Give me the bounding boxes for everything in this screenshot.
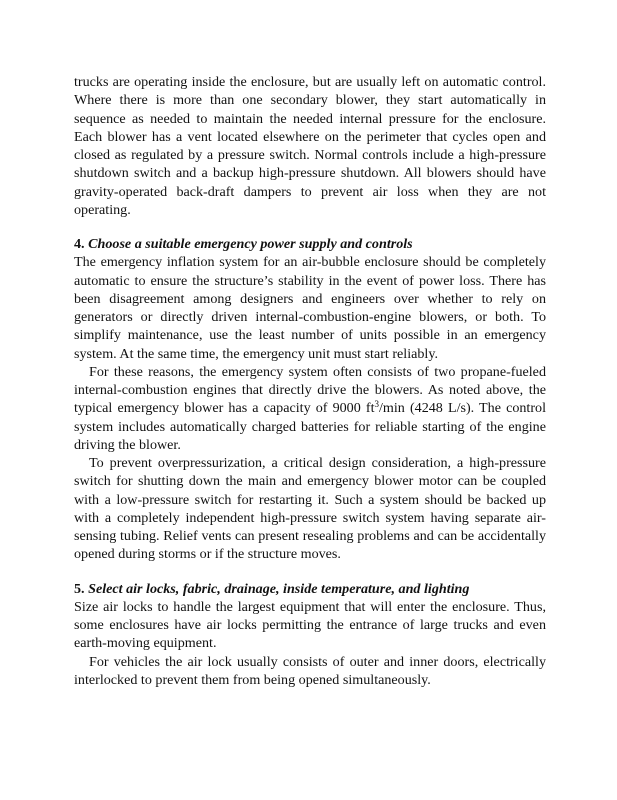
section-4-paragraph-2 (74, 363, 546, 454)
section-5-paragraph-1: Size air locks to handle the largest equipment that will enter the enclosure. Thus, some enclosures have air locks permitting the entrance of large trucks and even earth-moving equipment. (74, 598, 546, 652)
section-4-paragraph-3: To prevent overpressurization, a critical design consideration, a high-pressure switch for shutting down the main and emergency blower motor can be coupled with a low-pressure switch for restarting it. Such a system should be backed up with a completely independent high-pressure switch system having separate air-sensing tubing. Relief vents can present resealing problems and can be accidentally opened during storms or if the structure moves. (74, 455, 546, 563)
section-4-paragraph-2-text-b: /min (4248 L/s). The control system includes automatically charged batteries for reliable starting of the engine driving the blower. (74, 400, 547, 453)
section-5-paragraph-2: For vehicles the air lock usually consists of outer and inner doors, electrically interlocked to prevent them from being opened simultaneously. (74, 653, 546, 688)
section-spacer (74, 219, 546, 235)
document-page (74, 73, 546, 689)
section-4-number: 4. (74, 236, 85, 252)
section-4-title: Choose a suitable emergency power supply and controls (88, 236, 413, 252)
section-5-title: Select air locks, fabric, drainage, inside temperature, and lighting (88, 580, 470, 597)
section-4-paragraph-2-text-a: For these reasons, the emergency system often consists of two propane-fueled internal-combustion engines that directly drive the blowers. As noted above, the typical emergency blower has a capacity of 9000 ft (74, 363, 546, 417)
section-4-heading (74, 235, 546, 253)
section-spacer (74, 564, 546, 580)
section-5-number: 5. (74, 580, 85, 597)
section-4-paragraph-1: The emergency inflation system for an air-bubble enclosure should be completely automatic to ensure the structure’s stability in the event of power loss. There has been disagreement among designers and engineers over whether to rely on generators or directly driven internal-combustion-engine blowers, or both. To simplify maintenance, use the least number of units possible in an emergency system. At the same time, the emergency unit must start reliably. (74, 254, 546, 362)
superscript-cubed: 3 (374, 399, 380, 410)
section-5-heading (74, 580, 546, 598)
intro-paragraph: trucks are operating inside the enclosure, but are usually left on automatic control. Where there is more than one secondary blower, they start automatically in sequence as needed to maintain the needed internal pressure for the enclosure. Each blower has a vent located elsewhere on the perimeter that cycles open and closed as regulated by a pressure switch. Normal controls include a high-pressure shutdown switch and a backup high-pressure shutdown. All blowers should have gravity-operated back-draft dampers to prevent air loss when they are not operating. (74, 74, 546, 218)
